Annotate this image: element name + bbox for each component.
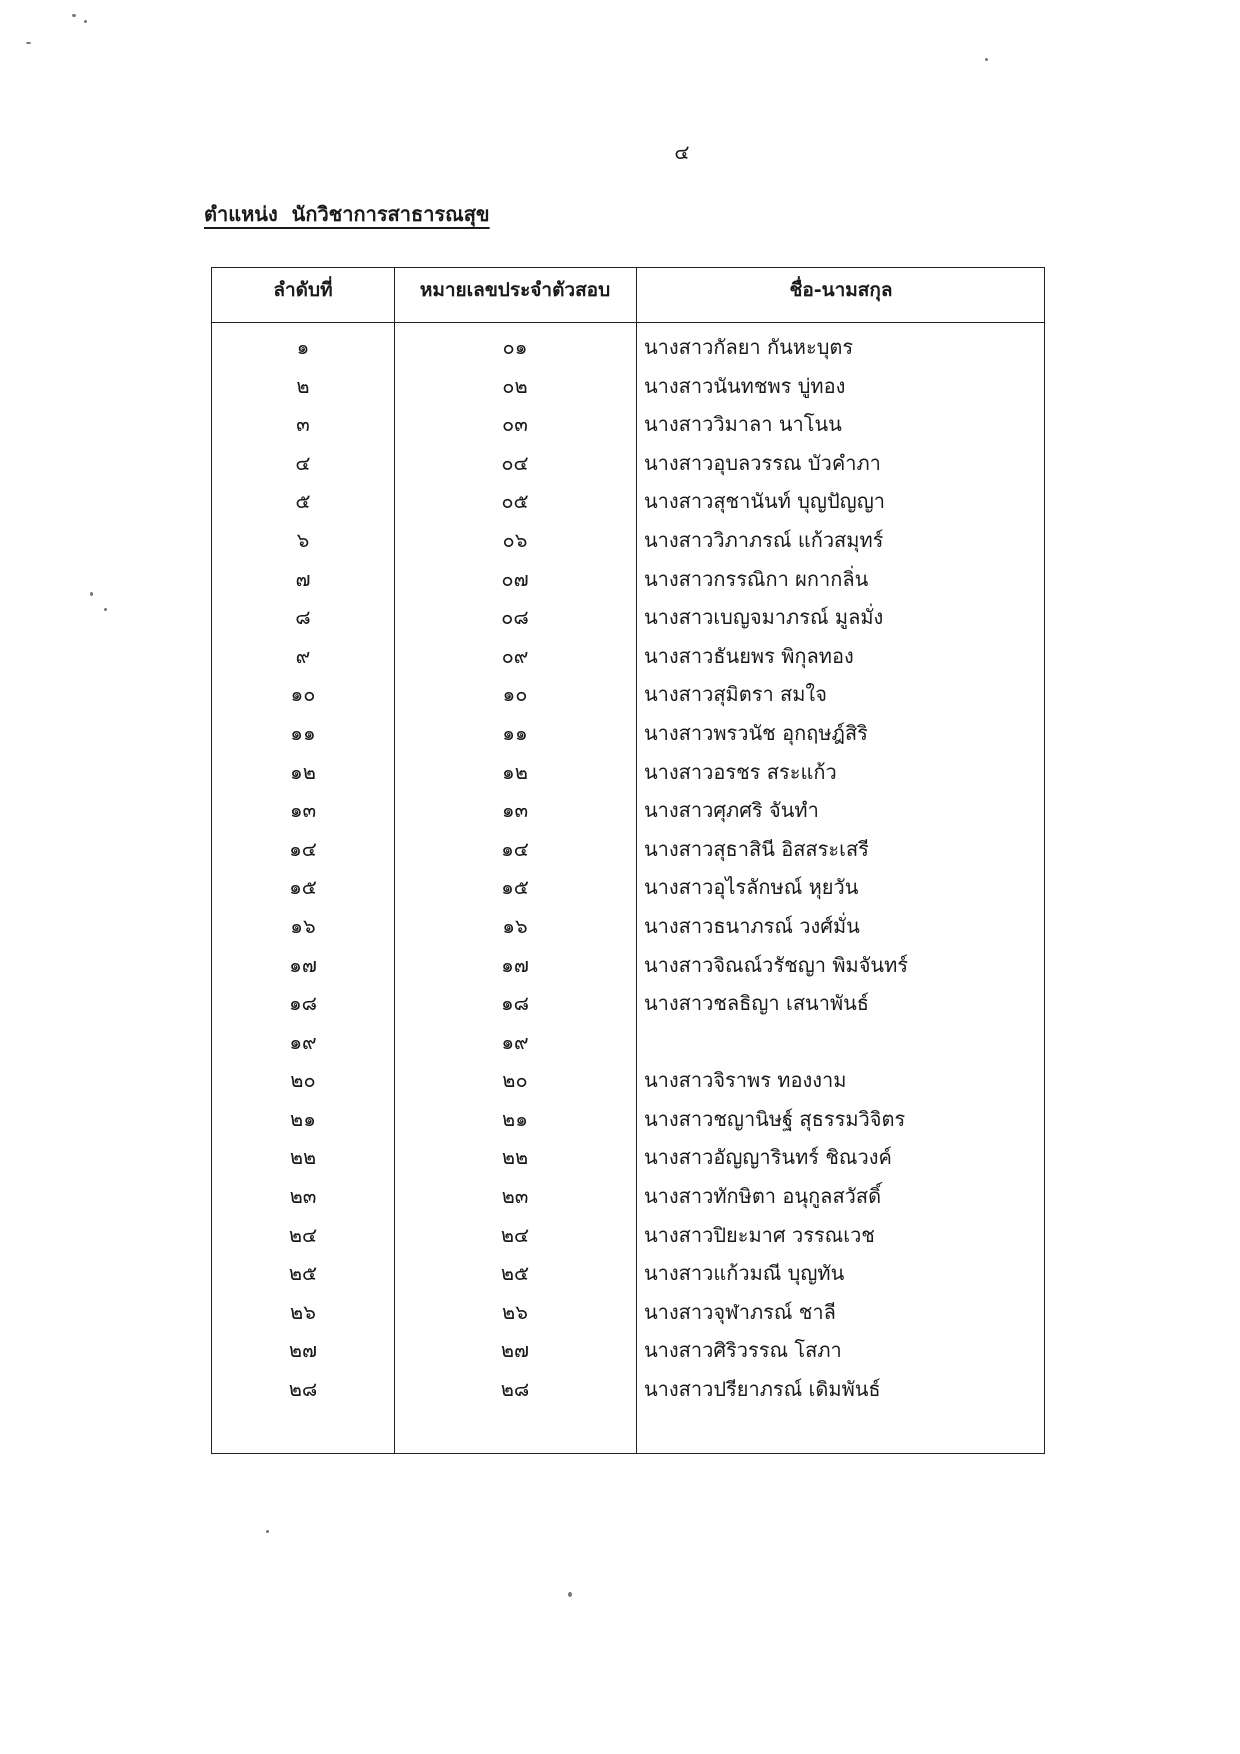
table-row <box>212 1332 1044 1371</box>
table-row <box>212 368 1044 407</box>
name-cell: นางสาวอุไรลักษณ์ หุยวัน <box>644 875 859 900</box>
table-row <box>212 406 1044 445</box>
name-cell: นางสาวชญานิษฐ์ สุธรรมวิจิตร <box>644 1106 906 1131</box>
table-row <box>212 908 1044 947</box>
table-row <box>212 1294 1044 1333</box>
sequence-cell: ๗ <box>295 566 311 591</box>
table-row <box>212 1255 1044 1294</box>
exam-id-cell: ๑๔ <box>501 836 529 861</box>
sequence-cell: ๑๙ <box>289 1029 317 1054</box>
table-row <box>212 1101 1044 1140</box>
name-cell: นางสาวศุภศริ จันทำ <box>644 798 819 823</box>
table-row <box>212 1062 1044 1101</box>
sequence-cell: ๕ <box>295 489 311 514</box>
exam-id-cell: ๐๙ <box>501 643 529 668</box>
sequence-cell: ๑๒ <box>290 759 316 784</box>
table-row <box>212 792 1044 831</box>
exam-id-cell: ๐๘ <box>501 605 529 630</box>
table-row <box>212 329 1044 368</box>
exam-id-cell: ๐๑ <box>502 335 528 359</box>
table-row <box>212 561 1044 600</box>
exam-id-cell: ๐๓ <box>502 412 528 437</box>
exam-id-cell: ๑๙ <box>501 1029 529 1054</box>
table-row <box>212 483 1044 522</box>
name-cell: นางสาวพรวนัช อุกฤษฎ์สิริ <box>644 720 868 745</box>
exam-id-cell: ๑๕ <box>501 875 529 900</box>
exam-id-cell: ๑๐ <box>502 682 528 707</box>
sequence-cell: ๒๔ <box>288 1222 318 1247</box>
sequence-cell: ๑๘ <box>288 991 318 1016</box>
header-full-name: ชื่อ-นามสกุล <box>789 279 893 301</box>
sequence-cell: ๑๔ <box>289 836 317 861</box>
header-sequence: ลำดับที่ <box>273 279 333 301</box>
exam-id-cell: ๑๒ <box>502 759 528 784</box>
table-row <box>212 522 1044 561</box>
sequence-cell: ๓ <box>296 412 310 437</box>
name-cell: นางสาวเบญจมาภรณ์ มูลมั่ง <box>644 605 884 630</box>
sequence-cell: ๑๓ <box>289 798 317 823</box>
page-number: ๔ <box>674 140 690 164</box>
exam-id-cell: ๐๖ <box>502 527 528 552</box>
sequence-cell: ๑๖ <box>290 913 316 938</box>
sequence-cell: ๘ <box>295 605 311 630</box>
table-row <box>212 1371 1044 1410</box>
name-cell: นางสาวสุชานันท์ บุญปัญญา <box>644 489 885 514</box>
name-cell: นางสาวกรรณิกา ผกากลิ่น <box>644 566 869 591</box>
table-row <box>212 715 1044 754</box>
sequence-cell: ๒๑ <box>290 1106 316 1131</box>
name-cell: นางสาวอรชร สระแก้ว <box>644 759 837 784</box>
exam-id-cell: ๒๗ <box>500 1338 530 1363</box>
scan-speck <box>104 608 107 611</box>
name-cell: นางสาววิภาภรณ์ แก้วสมุทร์ <box>644 527 884 552</box>
sequence-cell: ๒๕ <box>288 1261 318 1286</box>
scan-speck <box>72 14 76 17</box>
sequence-cell: ๒๒ <box>289 1145 317 1170</box>
table-row <box>212 985 1044 1024</box>
exam-id-cell: ๒๓ <box>501 1184 529 1209</box>
sequence-cell: ๑๑ <box>290 720 316 745</box>
header-exam-id: หมายเลขประจำตัวสอบ <box>419 279 611 301</box>
name-cell: นางสาวปิยะมาศ วรรณเวช <box>644 1222 875 1247</box>
table-row <box>212 638 1044 677</box>
table-row <box>212 1217 1044 1256</box>
header-divider <box>212 322 1044 323</box>
scan-speck <box>90 592 93 596</box>
name-cell: นางสาวศิริวรรณ โสภา <box>644 1338 842 1363</box>
table-row <box>212 754 1044 793</box>
candidate-table <box>211 267 1045 1454</box>
sequence-cell: ๖ <box>296 527 310 552</box>
table-row <box>212 676 1044 715</box>
exam-id-cell: ๑๑ <box>502 720 528 745</box>
name-cell: นางสาวปรียาภรณ์ เดิมพันธ์ <box>644 1377 881 1402</box>
exam-id-cell: ๐๔ <box>501 450 529 475</box>
sequence-cell: ๑ <box>296 335 310 359</box>
exam-id-cell: ๑๘ <box>500 991 530 1016</box>
scan-speck <box>568 1592 572 1597</box>
table-row <box>212 1024 1044 1063</box>
sequence-cell: ๙ <box>295 643 311 668</box>
name-cell: นางสาวแก้วมณี บุญทัน <box>644 1261 845 1286</box>
name-cell: นางสาวทักษิตา อนุกูลสวัสดิ์ <box>644 1184 882 1209</box>
position-title: ตำแหน่ง นักวิชาการสาธารณสุข <box>204 202 490 226</box>
sequence-cell: ๒๓ <box>289 1184 317 1209</box>
exam-id-cell: ๒๐ <box>502 1068 528 1093</box>
table-row <box>212 1178 1044 1217</box>
name-cell: นางสาวสุธาสินี อิสสระเสรี <box>644 836 869 861</box>
sequence-cell: ๒๐ <box>290 1068 316 1093</box>
sequence-cell: ๒ <box>296 373 310 398</box>
table-body <box>212 329 1044 1410</box>
table-row <box>212 599 1044 638</box>
scan-speck <box>266 1530 269 1533</box>
exam-id-cell: ๑๗ <box>501 952 529 977</box>
name-cell: นางสาวนันทชพร บู่ทอง <box>644 373 846 398</box>
name-cell: นางสาวชลธิญา เสนาพันธ์ <box>644 991 870 1016</box>
exam-id-cell: ๐๗ <box>501 566 529 591</box>
exam-id-cell: ๑๓ <box>501 798 529 823</box>
exam-id-cell: ๒๘ <box>500 1377 530 1402</box>
exam-id-cell: ๒๔ <box>500 1222 530 1247</box>
scan-speck <box>84 20 87 23</box>
exam-id-cell: ๒๕ <box>500 1261 530 1286</box>
sequence-cell: ๑๕ <box>289 875 317 900</box>
table-row <box>212 869 1044 908</box>
name-cell: นางสาวอุบลวรรณ บัวคำภา <box>644 450 881 475</box>
name-cell: นางสาวอัญญารินทร์ ชิณวงค์ <box>644 1145 892 1170</box>
sequence-cell: ๑๐ <box>290 682 316 707</box>
exam-id-cell: ๐๕ <box>501 489 529 514</box>
exam-id-cell: ๐๒ <box>502 373 528 398</box>
table-row <box>212 947 1044 986</box>
name-cell: นางสาวจุฬาภรณ์ ชาลี <box>644 1299 836 1324</box>
name-cell: นางสาวธนาภรณ์ วงศ์มั่น <box>644 913 860 938</box>
sequence-cell: ๒๖ <box>290 1299 316 1324</box>
name-cell: นางสาววิมาลา นาโนน <box>644 412 842 437</box>
name-cell: นางสาวจิณณ์วรัชญา พิมจันทร์ <box>644 952 909 977</box>
table-row <box>212 831 1044 870</box>
table-row <box>212 1139 1044 1178</box>
exam-id-cell: ๒๒ <box>501 1145 529 1170</box>
sequence-cell: ๒๗ <box>288 1338 318 1363</box>
name-cell: นางสาวธันยพร พิกุลทอง <box>644 643 854 668</box>
table-row <box>212 445 1044 484</box>
scan-speck <box>26 42 31 44</box>
exam-id-cell: ๑๖ <box>502 913 528 938</box>
sequence-cell: ๒๘ <box>288 1377 318 1402</box>
sequence-cell: ๑๗ <box>289 952 317 977</box>
exam-id-cell: ๒๑ <box>502 1106 528 1131</box>
name-cell: นางสาวสุมิตรา สมใจ <box>644 682 827 707</box>
sequence-cell: ๔ <box>295 450 311 475</box>
name-cell: นางสาวจิราพร ทองงาม <box>644 1068 847 1093</box>
name-cell: นางสาวกัลยา กันหะบุตร <box>644 335 854 359</box>
scan-speck <box>985 58 988 61</box>
exam-id-cell: ๒๖ <box>502 1299 528 1324</box>
